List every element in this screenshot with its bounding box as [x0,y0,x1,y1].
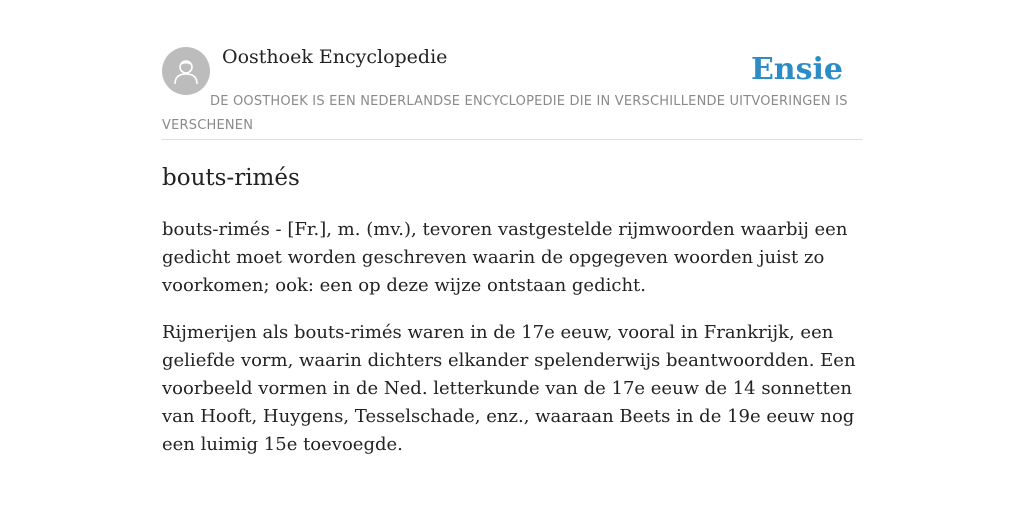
page-content [162,0,862,455]
article-paragraph: Rijmerijen als bouts-rimés waren in de 17e eeuw, vooral in Frankrijk, een geliefde vorm, waarin dichters elkander spelenderwijs beantwoordden. Een voorbeeld vormen in de Ned. letterkunde van de 17e eeuw de 14 sonnetten van Hooft, Huygens, Tesselschade, enz., waaraan Beets in de 19e eeuw nog een luimig 15e toevoegde. [162,322,856,455]
source-avatar[interactable] [162,47,210,95]
article-title: bouts-rimés [162,165,300,191]
source-description: DE OOSTHOEK IS EEN NEDERLANDSE ENCYCLOPEDIE DIE IN VERSCHILLENDE UITVOERINGEN IS VERSCHENEN [162,94,848,133]
article-paragraph: bouts-rimés - [Fr.], m. (mv.), tevoren vastgestelde rijmwoorden waarbij een gedicht moet worden geschreven waarin de opgegeven woorden juist zo voorkomen; ook: een op deze wijze ontstaan gedicht. [162,219,848,296]
source-title[interactable]: Oosthoek Encyclopedie [222,46,448,68]
source-header [162,0,862,140]
ensie-logo-link[interactable]: Ensie [750,52,843,87]
user-icon [171,56,201,86]
